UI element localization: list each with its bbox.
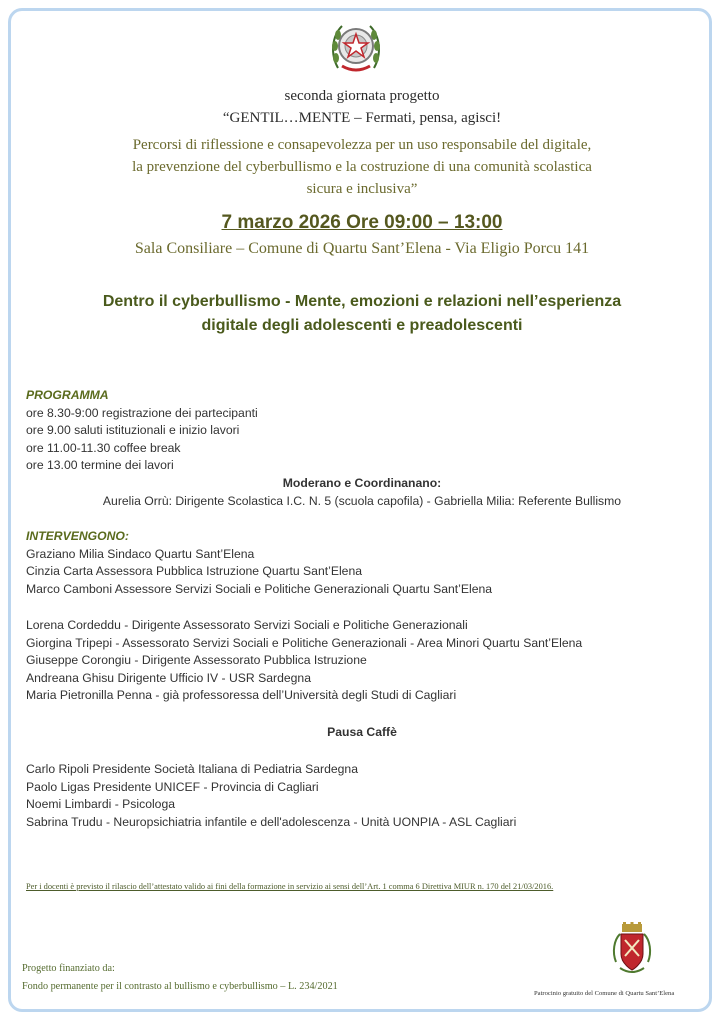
programma-item: ore 13.00 termine dei lavori [26,458,174,472]
speaker-item: Lorena Cordeddu - Dirigente Assessorato Servizi Sociali e Politiche Generazionali [26,618,468,632]
speaker-item: Giuseppe Corongiu - Dirigente Assessorato Pubblica Istruzione [26,653,367,667]
main-title-line-1: Dentro il cyberbullismo - Mente, emozioni e relazioni nell’esperienza [102,293,622,310]
speakers-group-3 [26,761,516,831]
programma-section [26,387,258,475]
speaker-item: Paolo Ligas Presidente UNICEF - Provincia di Cagliari [26,779,319,794]
speakers-group-2 [26,617,582,705]
speaker-item: Maria Pietronilla Penna - già professoressa dell’Università degli Studi di Cagliari [26,688,457,702]
header-line-3: Percorsi di riflessione e consapevolezza per un uso responsabile del digitale, [132,137,592,153]
speaker-item: Marco Camboni Assessore Servizi Sociali e Politiche Generazionali Quartu Sant’Elena [26,581,493,596]
event-date: 7 marzo 2026 Ore 09:00 – 13:00 [221,212,503,233]
speaker-item: Andreana Ghisu Dirigente Ufficio IV - USR Sardegna [26,670,311,685]
programma-label: PROGRAMMA [26,388,109,402]
header-line-1: seconda giornata progetto [284,88,440,104]
pausa-caffe: Pausa Caffè [327,725,397,739]
moderano-text: Aurelia Orrù: Dirigente Scolastica I.C. N. 5 (scuola capofila) - Gabriella Milia: Referente Bullismo [102,494,622,508]
funded-by: Fondo permanente per il contrasto al bullismo e cyberbullismo – L. 234/2021 [22,981,338,992]
speaker-item: Carlo Ripoli Presidente Società Italiana di Pediatria Sardegna [26,762,358,776]
speaker-item: Noemi Limbardi - Psicologa [26,797,176,811]
moderano-heading: Moderano e Coordinanano: [282,476,442,490]
quartu-crest-icon [612,922,652,980]
intervengono-section [26,528,492,598]
main-title [20,290,704,338]
intervengono-label: INTERVENGONO: [26,529,129,543]
speaker-item: Graziano Milia Sindaco Quartu Sant’Elena [26,546,255,561]
programma-item: ore 9.00 saluti istituzionali e inizio lavori [26,423,240,437]
event-venue: Sala Consiliare – Comune di Quartu Sant’Elena - Via Eligio Porcu 141 [134,240,590,257]
speaker-item: Sabrina Trudu - Neuropsichiatria infantile e dell'adolescenza - Unità UONPIA - ASL Cagliari [26,814,517,829]
speaker-item: Giorgina Tripepi - Assessorato Servizi Sociali e Politiche Generazionali - Area Minori Quartu Sant’Elena [26,635,583,650]
header-line-4: la prevenzione del cyberbullismo e la costruzione di una comunità scolastica [132,159,592,175]
programma-item: ore 8.30-9:00 registrazione dei partecipanti [26,405,258,420]
speaker-item: Cinzia Carta Assessora Pubblica Istruzione Quartu Sant’Elena [26,564,363,578]
header-line-5: sicura e inclusiva” [306,181,418,197]
patrocinio-text: Patrocinio gratuito del Comune di Quartu Sant’Elena [534,990,675,997]
main-title-line-2: digitale degli adolescenti e preadolescenti [201,317,523,334]
header-line-2: “GENTIL…MENTE – Fermati, pensa, agisci! [222,110,502,126]
header-description [20,134,704,200]
training-note: Per i docenti è previsto il rilascio dell’attestato valido ai fini della formazione in servizio ai sensi dell’Art. 1 comma 6 Direttiva MIUR n. 170 del 21/03/2016. [26,882,554,891]
funded-label: Progetto finanziato da: [22,963,115,974]
italian-republic-emblem-icon [328,18,384,76]
programma-item: ore 11.00-11.30 coffee break [26,440,181,455]
